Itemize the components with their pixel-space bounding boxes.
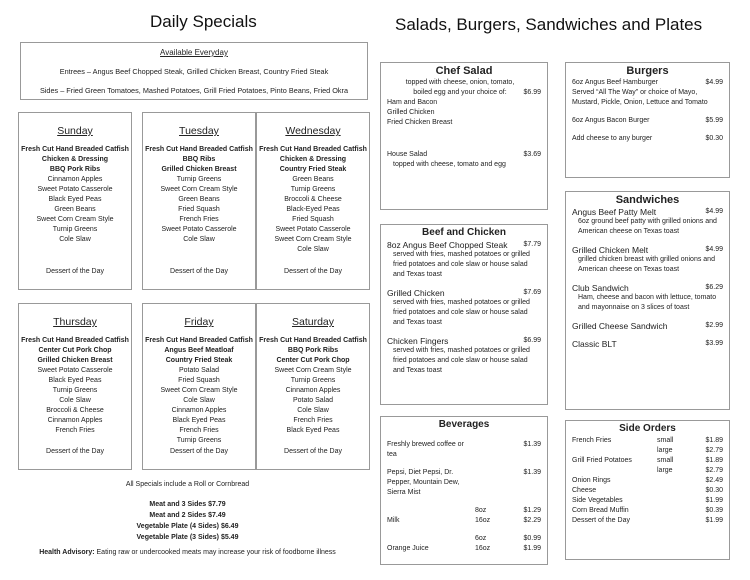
spacer [387,280,541,288]
side-item: French Fries [293,417,333,424]
menu-item [572,339,723,349]
side-item: Green Beans [54,206,96,213]
section-heading: Burgers [626,65,669,77]
day-box-friday [142,303,256,470]
chef-salad-desc: topped with cheese, onion, tomato, boiled egg and your choice of: [405,79,515,96]
item-name: 6oz Angus Beef Hamburger [572,79,658,86]
health-advisory [0,549,375,556]
item-name: Classic BLT [572,339,617,349]
item-price: $2.99 [705,322,723,329]
menu-item [572,78,723,88]
side-item: Potato Salad [178,367,220,374]
plate-price: Vegetable Plate (3 Sides) $5.49 [136,534,239,541]
spacer [387,526,541,534]
item-name: Orange Juice [387,545,429,552]
chef-salad-option: Ham and Bacon [387,99,438,106]
day-box-sunday [18,112,132,290]
item-name: Milk [387,517,400,524]
day-box-saturday [256,303,370,470]
menu-item [572,321,723,331]
spacer [572,237,723,245]
section-heading: Side Orders [619,423,676,434]
item-price: $1.89 [705,457,723,464]
side-item: Cinnamon Apples [47,417,103,424]
item-price: $0.30 [705,135,723,142]
main-item: Grilled Chicken Breast [37,357,113,364]
item-price: $2.79 [705,447,723,454]
item-size [657,476,693,486]
menu-item [572,436,723,446]
item-name: French Fries [572,437,612,444]
side-item: Turnip Greens [290,186,336,193]
item-name: Grill Fried Potatoes [572,457,632,464]
item-price: $1.99 [705,517,723,524]
menu-item [572,116,723,126]
item-size [657,496,693,506]
item-price: $6.29 [705,284,723,291]
main-item: Chicken & Dressing [279,156,347,163]
item-size: large [657,447,673,454]
advisory-label: Health Advisory: [39,549,95,556]
side-item: Fried Squash [178,377,220,384]
item-name: Chicken Fingers [387,336,449,346]
side-item: Cole Slaw [297,246,329,253]
burgers-section [565,62,730,178]
side-item: Black Eyed Peas [172,417,226,424]
spacer [387,460,541,468]
chef-salad-section [380,62,548,210]
main-item: Center Cut Pork Chop [276,357,350,364]
side-item: French Fries [179,427,219,434]
chef-salad-heading: Chef Salad [435,65,493,77]
day-name: Thursday [53,316,97,328]
side-item: Green Beans [292,176,334,183]
item-price: $0.99 [523,535,541,542]
spacer [387,328,541,336]
right-menu-title: Salads, Burgers, Sandwiches and Plates [395,15,703,34]
side-orders-section [565,420,730,560]
main-item: Country Fried Steak [279,166,347,173]
spacer [572,275,723,283]
spacer [387,376,541,384]
item-price: $1.29 [523,507,541,514]
side-item: Sweet Potato Casserole [275,226,351,233]
menu-item [572,207,723,217]
item-price: $5.99 [705,117,723,124]
item-price: $0.39 [705,507,723,514]
day-box-thursday [18,303,132,470]
side-item: Broccoli & Cheese [46,407,104,414]
item-size: 16oz [475,545,491,552]
menu-item [387,534,541,544]
menu-item [572,486,723,496]
menu-item [572,496,723,506]
section-heading: Beverages [438,419,490,430]
daily-specials-title: Daily Specials [150,12,257,31]
item-name: Cheese [572,487,597,494]
available-everyday-box [20,42,368,100]
chef-salad-option: Grilled Chicken [387,109,435,116]
beverages-section [380,416,548,565]
side-item: Turnip Greens [52,387,98,394]
spacer [572,331,723,339]
item-size: small [657,457,674,464]
menu-item [572,476,723,486]
menu-item [387,288,541,298]
spacer [387,554,541,562]
item-price: $4.99 [705,246,723,253]
item-name [572,446,657,456]
menu-item [572,506,723,516]
item-name: Dessert of the Day [572,517,630,524]
main-item: Fresh Cut Hand Breaded Catfish [259,337,367,344]
everyday-sides: Sides – Fried Green Tomatoes, Mashed Potatoes, Grill Fried Potatoes, Pinto Beans, Fried Okra [39,86,349,95]
main-item: Center Cut Pork Chop [38,347,112,354]
dessert-of-the-day: Dessert of the Day [284,448,342,455]
item-desc: served with fries, mashed potatoes or grilled fried potatoes and cole slaw or house salad and Texas toast [393,347,530,374]
item-size: 8oz [475,507,487,514]
menu-item [387,544,541,554]
dessert-of-the-day: Dessert of the Day [170,448,228,455]
item-price: $2.79 [705,467,723,474]
item-size: 16oz [475,517,491,524]
side-item: Cole Slaw [297,407,329,414]
section-heading: Beef and Chicken [422,227,506,238]
spacer [572,126,723,134]
dessert-of-the-day: Dessert of the Day [46,448,104,455]
day-box-tuesday [142,112,256,290]
side-item: Fried Squash [178,206,220,213]
side-item: Sweet Corn Cream Style [274,367,352,374]
item-price: $0.30 [705,487,723,494]
side-item: Cole Slaw [59,397,91,404]
item-price: $2.29 [523,517,541,524]
main-item: BBQ Ribs [182,156,216,163]
side-item: Fried Squash [292,216,334,223]
side-item: Cinnamon Apples [171,407,227,414]
item-price: $1.39 [523,469,541,476]
side-item: Cole Slaw [59,236,91,243]
side-item: Black Eyed Peas [286,427,340,434]
main-item: Fresh Cut Hand Breaded Catfish [21,146,129,153]
day-name: Saturday [291,316,335,328]
item-desc: Served “All The Way” or choice of Mayo, Mustard, Pickle, Onion, Lettuce and Tomato [572,89,708,106]
item-size: large [657,467,673,474]
menu-item [572,134,723,144]
main-item: Fresh Cut Hand Breaded Catfish [145,337,253,344]
main-item: BBQ Pork Ribs [49,166,101,173]
day-name: Sunday [57,125,93,137]
item-name: Pepsi, Diet Pepsi, Dr. Pepper, Mountain Dew, Sierra Mist [387,469,460,496]
menu-item [387,440,541,460]
item-name: Side Vegetables [572,497,623,504]
house-salad-name: House Salad [387,151,428,158]
spacer [572,144,723,152]
side-item: Turnip Greens [176,176,222,183]
item-price: $1.89 [705,437,723,444]
menu-item [572,245,723,255]
item-name [387,506,475,516]
side-item: Black-Eyed Peas [286,206,340,213]
item-name: Grilled Cheese Sandwich [572,321,668,331]
main-item: Angus Beef Meatloaf [164,347,234,354]
menu-item [572,456,723,466]
item-price: $2.49 [705,477,723,484]
side-item: Green Beans [178,196,220,203]
item-desc: served with fries, mashed potatoes or grilled fried potatoes and cole slaw or house salad and Texas toast [393,299,530,326]
item-name: Club Sandwich [572,283,629,293]
item-name: Freshly brewed coffee or tea [387,441,464,458]
side-item: Cinnamon Apples [47,176,103,183]
side-item: Cinnamon Apples [285,387,341,394]
dessert-of-the-day: Dessert of the Day [46,268,104,275]
item-size [657,506,693,516]
menu-item [387,240,541,250]
item-desc: 6oz ground beef patty with grilled onions and American cheese on Texas toast [578,218,717,235]
house-salad-desc: topped with cheese, tomato and egg [393,161,506,168]
side-item: Sweet Corn Cream Style [160,387,238,394]
main-item: Fresh Cut Hand Breaded Catfish [259,146,367,153]
item-name [387,534,475,544]
item-name: Add cheese to any burger [572,135,653,142]
side-item: Black Eyed Peas [48,377,102,384]
house-salad-price: $3.69 [523,151,541,158]
item-price: $1.99 [523,545,541,552]
item-name: Angus Beef Patty Melt [572,207,657,217]
side-item: Turnip Greens [290,377,336,384]
side-item: Cole Slaw [183,236,215,243]
side-item: Cole Slaw [183,397,215,404]
main-item: Fresh Cut Hand Breaded Catfish [145,146,253,153]
item-price: $7.79 [523,241,541,248]
item-size: small [657,437,674,444]
item-price: $1.99 [705,497,723,504]
menu-item [387,336,541,346]
menu-item [387,516,541,526]
spacer [572,313,723,321]
chef-salad-price: $6.99 [523,89,541,96]
side-item: Black Eyed Peas [48,196,102,203]
specials-note: All Specials include a Roll or Cornbread [125,481,250,488]
item-price: $4.99 [705,79,723,86]
side-item: Potato Salad [292,397,334,404]
side-item: Turnip Greens [52,226,98,233]
spacer [572,349,723,357]
item-size [657,486,693,496]
item-name: Grilled Chicken Melt [572,245,649,255]
advisory-text: Eating raw or undercooked meats may increase your risk of foodborne illness [94,549,336,556]
menu-item [572,516,723,526]
sandwiches-section [565,191,730,410]
main-item: Chicken & Dressing [41,156,109,163]
item-size [475,440,511,460]
day-name: Friday [184,316,214,328]
section-heading: Sandwiches [615,194,680,206]
item-name: Grilled Chicken [387,288,445,298]
side-item: Sweet Potato Casserole [37,186,113,193]
spacer [387,498,541,506]
plate-price: Meat and 2 Sides $7.49 [149,512,226,519]
specials-prices [0,499,375,543]
plate-price: Meat and 3 Sides $7.79 [149,501,226,508]
item-size [657,516,693,526]
side-item: Broccoli & Cheese [284,196,342,203]
spacer [572,108,723,116]
item-name: Onion Rings [572,477,611,484]
item-price: $3.99 [705,340,723,347]
item-price: $6.99 [523,337,541,344]
item-desc: grilled chicken breast with grilled onions and American cheese on Texas toast [578,256,715,273]
item-size [475,468,511,498]
side-item: Sweet Potato Casserole [37,367,113,374]
item-name [572,466,657,476]
menu-item [572,446,723,456]
item-name: Corn Bread Muffin [572,507,629,514]
side-item: Sweet Corn Cream Style [36,216,114,223]
side-item: Turnip Greens [176,437,222,444]
item-desc: served with fries, mashed potatoes or grilled fried potatoes and cole slaw or house salad and Texas toast [393,251,530,278]
dessert-of-the-day: Dessert of the Day [170,268,228,275]
item-price: $4.99 [705,208,723,215]
dessert-of-the-day: Dessert of the Day [284,268,342,275]
side-item: French Fries [55,427,95,434]
item-price: $7.69 [523,289,541,296]
menu-item [572,283,723,293]
day-name: Wednesday [285,125,341,137]
day-box-wednesday [256,112,370,290]
menu-item [572,466,723,476]
item-name: 8oz Angus Beef Chopped Steak [387,240,508,250]
side-item: French Fries [179,216,219,223]
main-item: Fresh Cut Hand Breaded Catfish [21,337,129,344]
menu-item [387,506,541,516]
chef-salad-option: Fried Chicken Breast [387,119,453,126]
plate-price: Vegetable Plate (4 Sides) $6.49 [136,523,239,530]
main-item: Country Fried Steak [165,357,233,364]
item-size: 6oz [475,535,487,542]
menu-item [387,468,541,498]
side-item: Sweet Corn Cream Style [160,186,238,193]
item-price: $1.39 [523,441,541,448]
everyday-entrees: Entrees – Angus Beef Chopped Steak, Grilled Chicken Breast, Country Fried Steak [59,67,329,76]
side-item: Sweet Corn Cream Style [274,236,352,243]
side-item: Sweet Potato Casserole [161,226,237,233]
main-item: Grilled Chicken Breast [161,166,237,173]
available-everyday-heading: Available Everyday [160,48,228,57]
beef-and-chicken-section [380,224,548,405]
day-name: Tuesday [179,125,219,137]
item-desc: Ham, cheese and bacon with lettuce, tomato and mayonnaise on 3 slices of toast [578,294,717,311]
item-name: 6oz Angus Bacon Burger [572,117,650,124]
main-item: BBQ Pork Ribs [287,347,339,354]
